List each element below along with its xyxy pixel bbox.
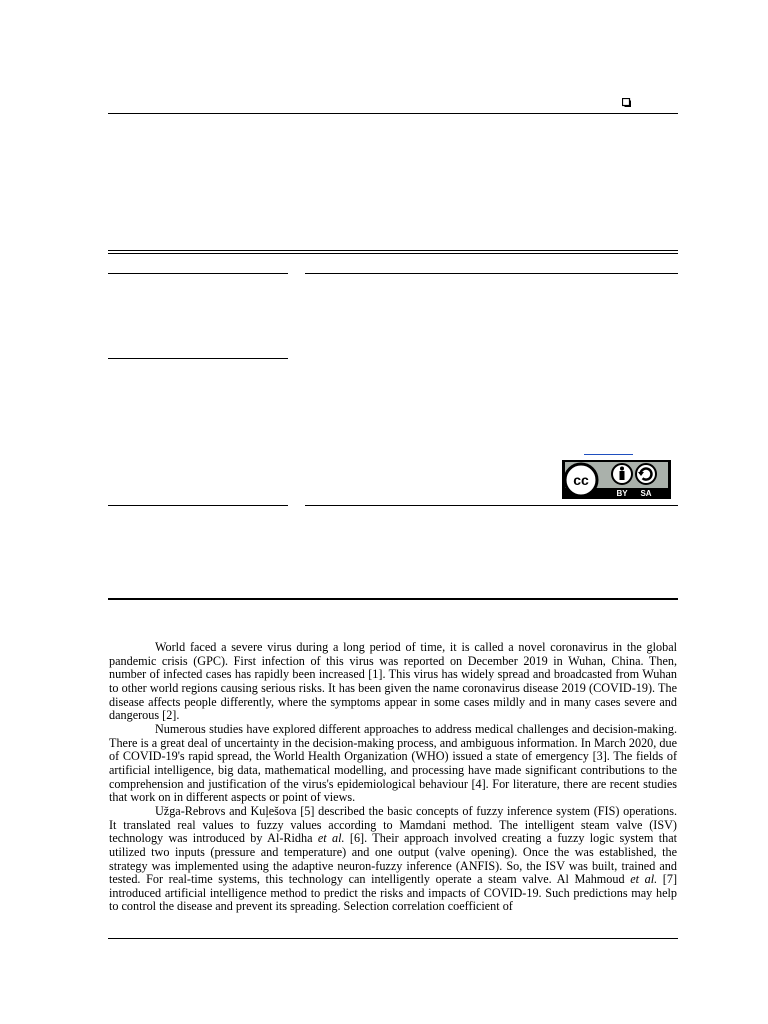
body-paragraph-3 xyxy=(109,805,677,914)
introduction-body xyxy=(109,641,677,914)
sa-label: SA xyxy=(640,489,652,498)
by-label: BY xyxy=(616,489,628,498)
cc-by-sa-badge-icon[interactable] xyxy=(562,460,671,499)
et-al-1: et al. xyxy=(317,831,345,846)
abstract-bottom-rule xyxy=(305,505,678,506)
article-info-bottom-rule xyxy=(108,505,288,506)
square-checkbox-icon xyxy=(622,98,631,107)
body-paragraph-1: World faced a severe virus during a long period of time, it is called a novel coronavirus in the global pandemic crisis (GPC). First infection of this virus was reported on December 2019 in Wuhan, China. Then, number of infected cases has rapidly been increased [1]. This virus has widely spread and broadcasted from Wuhan to other world regions causing serious risks. It has been given the name coronavirus disease 2019 (COVID-19). The disease affects people differently, where the symptoms appear in some cases mildly and in many cases severe and dangerous [2]. xyxy=(109,640,677,723)
et-al-2: et al. xyxy=(630,872,658,887)
license-link[interactable] xyxy=(584,454,633,455)
paragraph-3-part-1: Užga-Rebrovs and Kuļešova [5] described the basic concepts of fuzzy inference system (FIS) operations. It translated real values to fuzzy values according to Mamdani method. The intelligent steam valve (ISV) technology was introduced by Al-Ridha xyxy=(109,803,677,846)
header-rule xyxy=(108,113,678,114)
article-info-top-rule xyxy=(108,273,288,274)
cc-label: cc xyxy=(573,472,589,488)
article-info-mid-rule xyxy=(108,358,288,359)
title-double-rule-top xyxy=(108,250,678,251)
body-paragraph-2: Numerous studies have explored different approaches to address medical challenges and decision-making. There is a great deal of uncertainty in the decision-making process, and ambiguous information. In March 2020, due of COVID-19's rapid spread, the World Health Organization (WHO) issued a state of emergency [3]. The fields of artificial intelligence, big data, mathematical modelling, and processing have made significant contributions to the comprehension and justification of the virus's epidemiological behaviour [4]. For literature, there are recent studies that work on in different aspects or point of views. xyxy=(109,721,677,805)
section-separator-rule xyxy=(108,598,678,600)
paragraph-3-part-3: [7] introduced artificial intelligence method to predict the risks and impacts of COVID-19. Such predictions may help to control the disease and prevent its spreading. Selection correlation coefficient of xyxy=(109,872,677,914)
abstract-top-rule xyxy=(305,273,678,274)
footer-rule xyxy=(108,938,678,939)
title-double-rule-bottom xyxy=(108,253,678,254)
paragraph-3-part-2: [6]. Their approach involved creating a fuzzy logic system that utilized two inputs (pressure and temperature) and one output (valve opening). Once the was established, the strategy was implemented using the adaptive neuron-fuzzy inference (ANFIS). So, the ISV was built, trained and tested. For real-time systems, this technology can intelligently operate a steam valve. Al Mahmoud xyxy=(109,831,677,887)
